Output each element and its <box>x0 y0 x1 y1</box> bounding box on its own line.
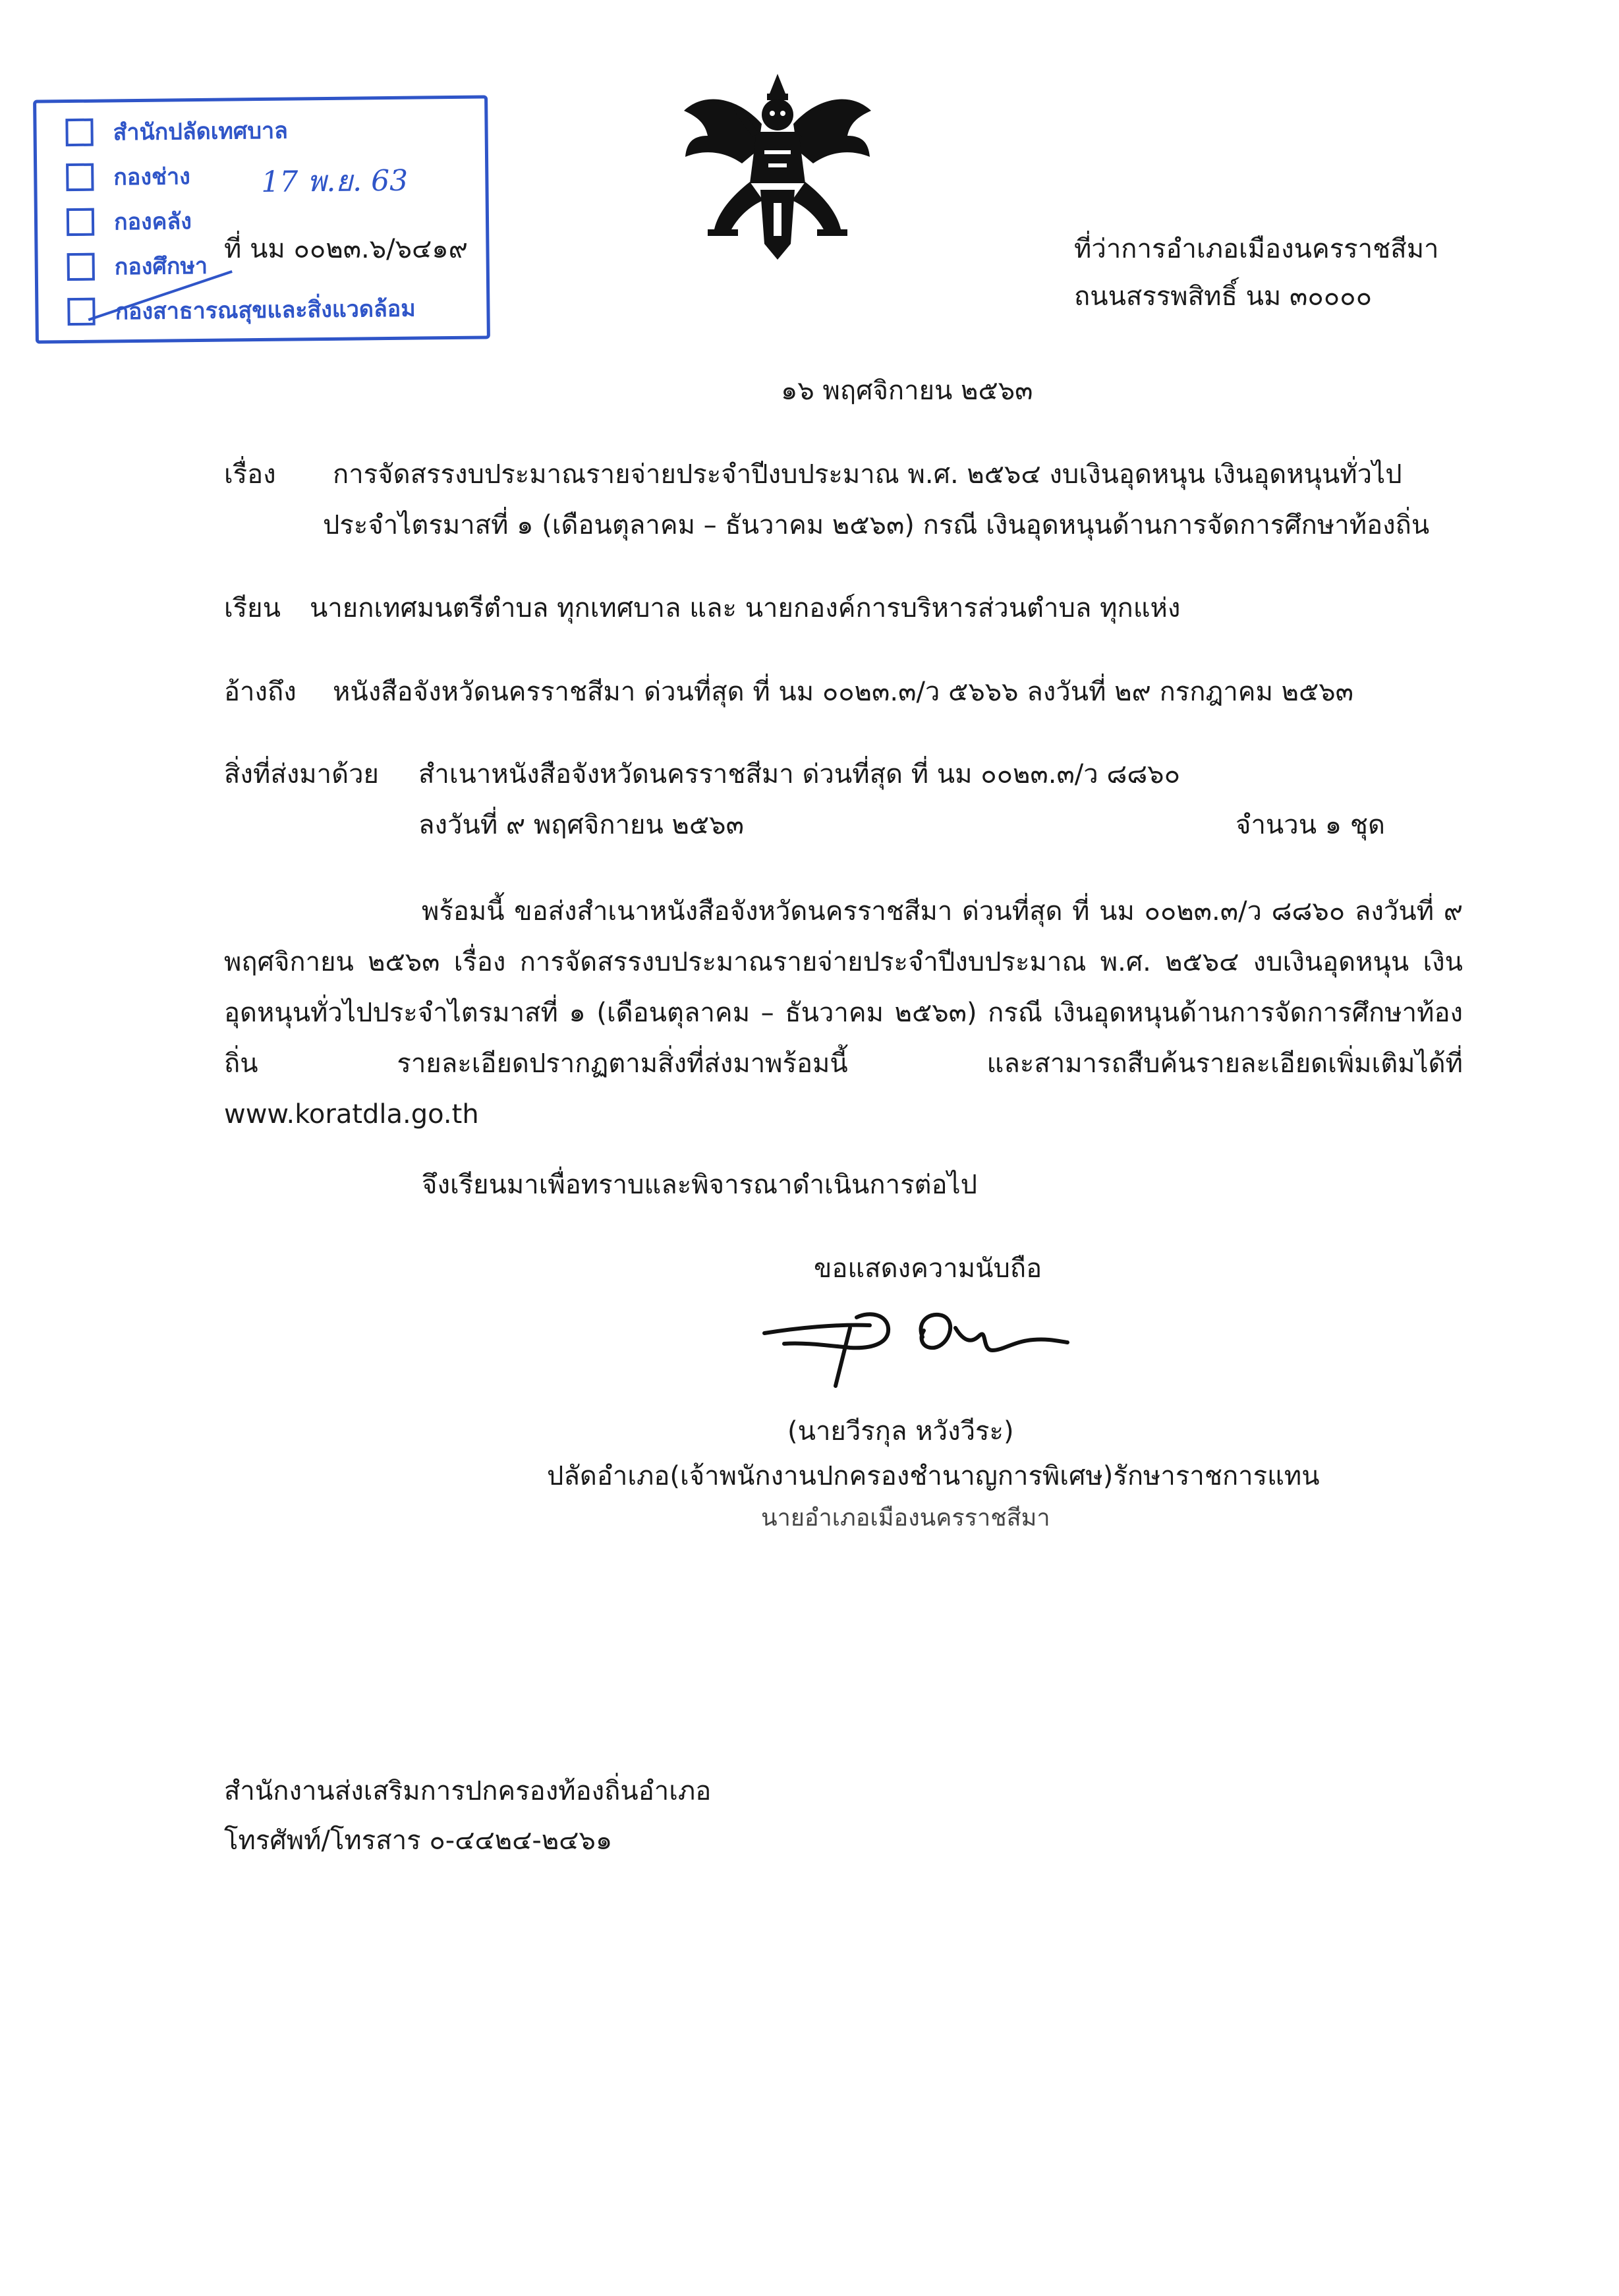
enclosure-quantity: จำนวน ๑ ชุด <box>1236 810 1385 840</box>
receiving-stamp <box>33 95 490 343</box>
stamp-label: กองช่าง <box>113 163 190 191</box>
stamp-checkbox <box>66 163 94 191</box>
stamp-row <box>66 157 190 196</box>
signatory-position-line1: ปลัดอำเภอ(เจ้าพนักงานปกครองชำนาญการพิเศษ)รักษาราชการแทน <box>547 1461 1320 1491</box>
subject-label: เรื่อง <box>224 459 276 490</box>
signatory-position-line2: นายอำเภอเมืองนครราชสีมา <box>761 1505 1050 1532</box>
handwritten-signature <box>758 1302 1087 1400</box>
addressee-text: นายกเทศมนตรีตำบล ทุกเทศบาล และ นายกองค์การบริหารส่วนตำบล ทุกแห่ง <box>310 593 1181 623</box>
footer-office: สำนักงานส่งเสริมการปกครองท้องถิ่นอำเภอ <box>224 1776 712 1806</box>
subject-line2: ประจำไตรมาสที่ ๑ (เดือนตุลาคม – ธันวาคม ๒๕๖๓) กรณี เงินอุดหนุนด้านการจัดการศึกษาท้องถิ่น <box>323 510 1430 540</box>
stamp-label: กองคลัง <box>113 208 192 236</box>
stamp-checkbox <box>65 119 93 146</box>
stamp-row <box>65 111 288 152</box>
enclosure-label: สิ่งที่ส่งมาด้วย <box>224 759 379 789</box>
stamp-label: กองศึกษา <box>114 252 208 281</box>
stamp-row <box>67 246 208 286</box>
stamp-checkbox <box>67 298 95 326</box>
reference-label: อ้างถึง <box>224 677 297 707</box>
letter-date: ๑๖ พฤศจิกายน ๒๕๖๓ <box>781 376 1033 406</box>
stamp-label: กองสาธารณสุขและสิ่งแวดล้อม <box>115 295 416 326</box>
footer-phone: โทรศัพท์/โทรสาร ๐-๔๔๒๔-๒๔๖๑ <box>224 1825 613 1856</box>
office-address-line1: ที่ว่าการอำเภอเมืองนครราชสีมา <box>1074 234 1439 264</box>
office-address-line2: ถนนสรรพสิทธิ์ นม ๓๐๐๐๐ <box>1074 281 1372 312</box>
garuda-emblem-icon <box>679 71 876 262</box>
subject-line1: การจัดสรรงบประมาณรายจ่ายประจำปีงบประมาณ พ.ศ. ๒๕๖๔ งบเงินอุดหนุน เงินอุดหนุนทั่วไป <box>333 459 1402 490</box>
complimentary-close: ขอแสดงความนับถือ <box>814 1253 1042 1284</box>
document-number: ที่ นม ๐๐๒๓.๖/๖๔๑๙ <box>224 234 468 264</box>
addressee-label: เรียน <box>224 593 281 623</box>
body-paragraph: พร้อมนี้ ขอส่งสำเนาหนังสือจังหวัดนครราชสีมา ด่วนที่สุด ที่ นม ๐๐๒๓.๓/ว ๘๘๖๐ ลงวันที่ ๙ พฤศจิกายน ๒๕๖๓ เรื่อง การจัดสรรงบประมาณรายจ่ายประจำปีงบประมาณ พ.ศ. ๒๕๖๔ งบเงินอุดหนุน เงินอุดหนุนทั่วไปประจำไตรมาสที่ ๑ (เดือนตุลาคม – ธันวาคม ๒๕๖๓) กรณี เงินอุดหนุนด้านการจัดการศึกษาท้องถิ่น รายละเอียดปรากฏตามสิ่งที่ส่งมาพร้อมนี้ และสามารถสืบค้นรายละเอียดเพิ่มเติมได้ที่ www.koratdla.go.th <box>224 896 1463 1130</box>
stamp-handwritten-date: 17 พ.ย. 63 <box>261 163 409 200</box>
enclosure-line1: สำเนาหนังสือจังหวัดนครราชสีมา ด่วนที่สุด ที่ นม ๐๐๒๓.๓/ว ๘๘๖๐ <box>418 759 1180 789</box>
reference-text: หนังสือจังหวัดนครราชสีมา ด่วนที่สุด ที่ นม ๐๐๒๓.๓/ว ๕๖๖๖ ลงวันที่ ๒๙ กรกฎาคม ๒๕๖๓ <box>333 677 1354 707</box>
enclosure-line2: ลงวันที่ ๙ พฤศจิกายน ๒๕๖๓ <box>418 810 744 840</box>
stamp-row <box>67 202 192 241</box>
signatory-name: (นายวีรกุล หวังวีระ) <box>787 1416 1014 1447</box>
stamp-label: สำนักปลัดเทศบาล <box>113 117 289 146</box>
stamp-checkbox <box>67 208 94 236</box>
stamp-checkbox <box>67 253 95 281</box>
closing-request: จึงเรียนมาเพื่อทราบและพิจารณาดำเนินการต่อไป <box>422 1170 978 1200</box>
